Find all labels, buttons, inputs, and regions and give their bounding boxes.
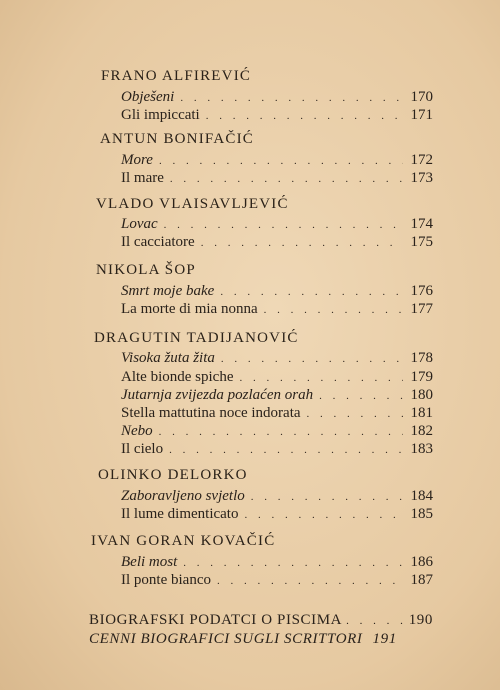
entry-page: 176 [410,283,433,299]
entry-page: 181 [410,405,433,421]
entry-title: Visoka žuta žita [121,350,215,366]
dot-leader [307,408,403,420]
author-name: IVAN GORAN KOVAČIĆ [91,533,276,549]
entry-title: Il ponte bianco [121,572,211,588]
dot-leader [346,615,405,627]
dot-leader [180,92,403,104]
toc-entry [121,152,433,170]
entry-page: 186 [410,554,433,570]
dot-leader [217,575,403,587]
dot-leader [244,509,403,521]
toc-entry [121,301,433,319]
entry-title: CENNI BIOGRAFICI SUGLI SCRITTORI [89,631,363,647]
entry-page: 177 [410,301,433,317]
dot-leader [169,444,403,456]
entry-page: 175 [410,234,433,250]
toc-entry [121,423,433,441]
dot-leader [264,304,403,316]
entry-page: 178 [410,350,433,366]
author-name: DRAGUTIN TADIJANOVIĆ [94,330,299,346]
entry-title: Lovac [121,216,158,232]
entry-page: 183 [410,441,433,457]
entry-title: Il cielo [121,441,164,457]
toc-entry [121,488,433,506]
entry-page: 191 [372,631,397,647]
entry-title: More [121,152,153,168]
entry-title: Il lume dimenticato [121,506,239,522]
dot-leader [221,353,403,365]
entry-page: 182 [410,423,433,439]
entry-title: Stella mattutina noce indorata [121,405,301,421]
entry-page: 190 [408,612,433,628]
toc-entry [121,405,433,423]
entry-title: Gli impiccati [121,107,200,123]
entry-title: Jutarnja zvijezda pozlaćen orah [121,387,314,403]
entry-page: 185 [410,506,433,522]
entry-title: La morte di mia nonna [121,301,258,317]
dot-leader [319,390,403,402]
entry-title: Smrt moje bake [121,283,215,299]
entry-title: BIOGRAFSKI PODATCI O PISCIMA [89,612,343,628]
dot-leader [251,491,403,503]
dot-leader [201,237,403,249]
entry-title: Il cacciatore [121,234,195,250]
author-name: NIKOLA ŠOP [96,262,196,278]
entry-title: Obješeni [121,89,175,105]
toc-entry [121,387,433,405]
dot-leader [220,286,403,298]
toc-entry [121,107,433,125]
toc-entry [121,441,433,459]
dot-leader [206,110,403,122]
toc-entry [121,234,433,252]
toc-backmatter-entry [89,612,433,630]
toc-entry [121,369,433,387]
entry-title: Alte bionde spiche [121,369,234,385]
entry-page: 184 [410,488,433,504]
entry-page: 170 [410,89,433,105]
author-name: FRANO ALFIREVIĆ [101,68,252,84]
entry-page: 179 [410,369,433,385]
toc-entry [121,89,433,107]
entry-title: Nebo [121,423,153,439]
toc-entry [121,170,433,188]
entry-title: Zaboravljeno svjetlo [121,488,245,504]
author-name: OLINKO DELORKO [98,467,248,483]
toc-entry [121,572,433,590]
author-name: ANTUN BONIFAČIĆ [100,131,254,147]
dot-leader [164,219,403,231]
toc-entry [121,554,433,572]
entry-page: 172 [410,152,433,168]
entry-page: 187 [410,572,433,588]
entry-page: 171 [410,107,433,123]
entry-title: Beli most [121,554,178,570]
toc-entry [121,506,433,524]
dot-leader [170,173,403,185]
entry-page: 180 [410,387,433,403]
author-name: VLADO VLAISAVLJEVIĆ [96,196,289,212]
entry-title: Il mare [121,170,164,186]
dot-leader [159,426,403,438]
toc-backmatter-entry [89,631,433,649]
dot-leader [239,372,403,384]
dot-leader [159,155,403,167]
toc-entry [121,350,433,368]
entry-page: 173 [410,170,433,186]
toc-entry [121,283,433,301]
entry-page: 174 [410,216,433,232]
dot-leader [183,557,403,569]
toc-entry [121,216,433,234]
